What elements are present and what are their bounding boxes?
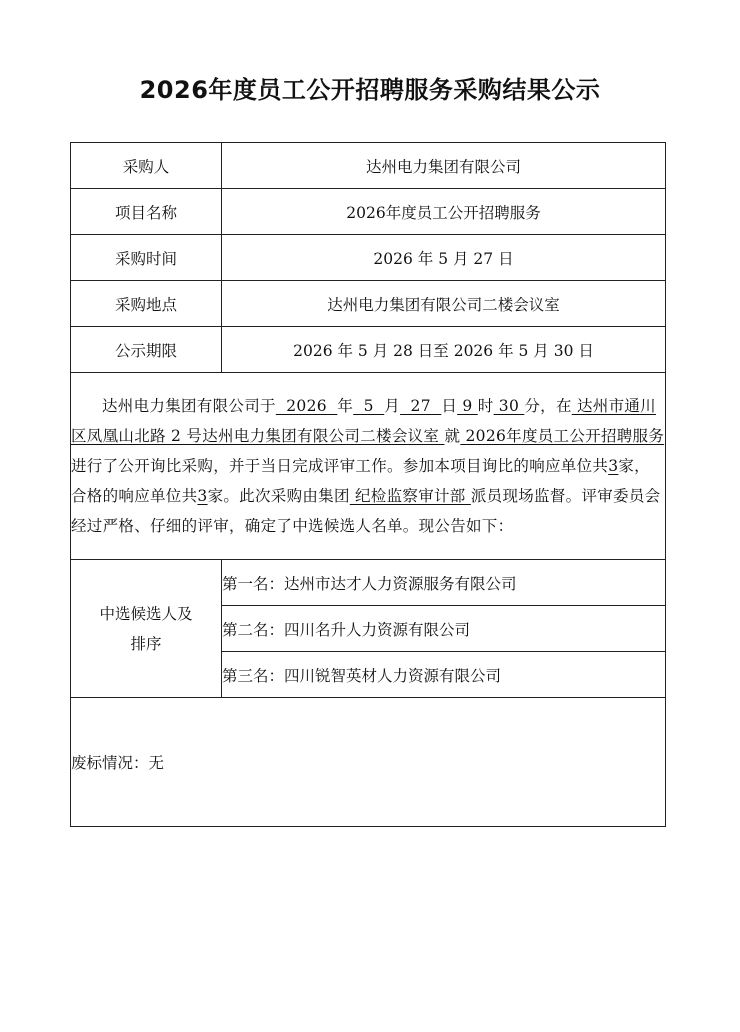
notice-text: 分，在 [524,397,572,415]
notice-paragraph [71,391,665,541]
table-row [71,373,666,560]
table-row [71,560,666,606]
notice-supervisor: 纪检监察审计部 [349,487,471,505]
notice-text: 达州电力集团有限公司于 [102,397,276,415]
purchase-time-value: 2026 年 5 月 27 日 [222,235,666,281]
page-title: 2026年度员工公开招聘服务采购结果公示 [139,76,601,104]
notice-project: 2026年度员工公开招聘服务 [460,427,665,445]
notice-paragraph-cell [71,373,666,560]
table-row [71,327,666,373]
table-row [71,189,666,235]
notice-minute: 30 [493,397,525,415]
notice-location: 达州市通川区凤凰山北路 2 号达州电力集团有限公司二楼会议室 [71,397,656,445]
purchase-location-value: 达州电力集团有限公司二楼会议室 [222,281,666,327]
notice-period-value: 2026 年 5 月 28 日至 2026 年 5 月 30 日 [222,327,666,373]
candidate-3: 第三名：四川锐智英材人力资源有限公司 [222,652,666,698]
notice-text: 月 [384,397,401,415]
notice-period-label: 公示期限 [71,327,222,373]
result-table [70,142,666,827]
table-row [71,698,666,827]
notice-qualified: 3 [197,487,208,505]
table-row [71,281,666,327]
purchase-location-label: 采购地点 [71,281,222,327]
failed-bid-status: 废标情况：无 [71,698,666,827]
table-row [71,143,666,189]
candidates-label [71,560,222,698]
notice-text: 年 [337,397,354,415]
purchaser-label: 采购人 [71,143,222,189]
notice-text: 时 [477,397,494,415]
purchase-time-label: 采购时间 [71,235,222,281]
notice-month: 5 [353,397,385,415]
notice-year: 2026 [275,397,338,415]
purchaser-value: 达州电力集团有限公司 [222,143,666,189]
project-name-value: 2026年度员工公开招聘服务 [222,189,666,235]
notice-participants: 3 [608,457,619,475]
notice-text: 派员现场监督。评审委员会经过严格、仔细的评审，确定了中选候选人名单。现公告如下： [71,487,661,535]
candidates-label-line: 排序 [130,634,162,653]
project-name-label: 项目名称 [71,189,222,235]
candidate-2: 第二名：四川名升人力资源有限公司 [222,606,666,652]
notice-text: 家，合格的响应单位共 [71,457,650,505]
candidate-1: 第一名：达州市达才人力资源服务有限公司 [222,560,666,606]
notice-text: 进行了公开询比采购，并于当日完成评审工作。参加本项目询比的响应单位共 [71,457,609,475]
candidates-label-line: 中选候选人及 [99,604,193,623]
notice-text: 日 [441,397,458,415]
notice-hour: 9 [457,397,478,415]
notice-text: 就 [444,427,461,445]
table-row [71,235,666,281]
notice-day: 27 [400,397,442,415]
notice-text: 家。此次采购由集团 [207,487,350,505]
